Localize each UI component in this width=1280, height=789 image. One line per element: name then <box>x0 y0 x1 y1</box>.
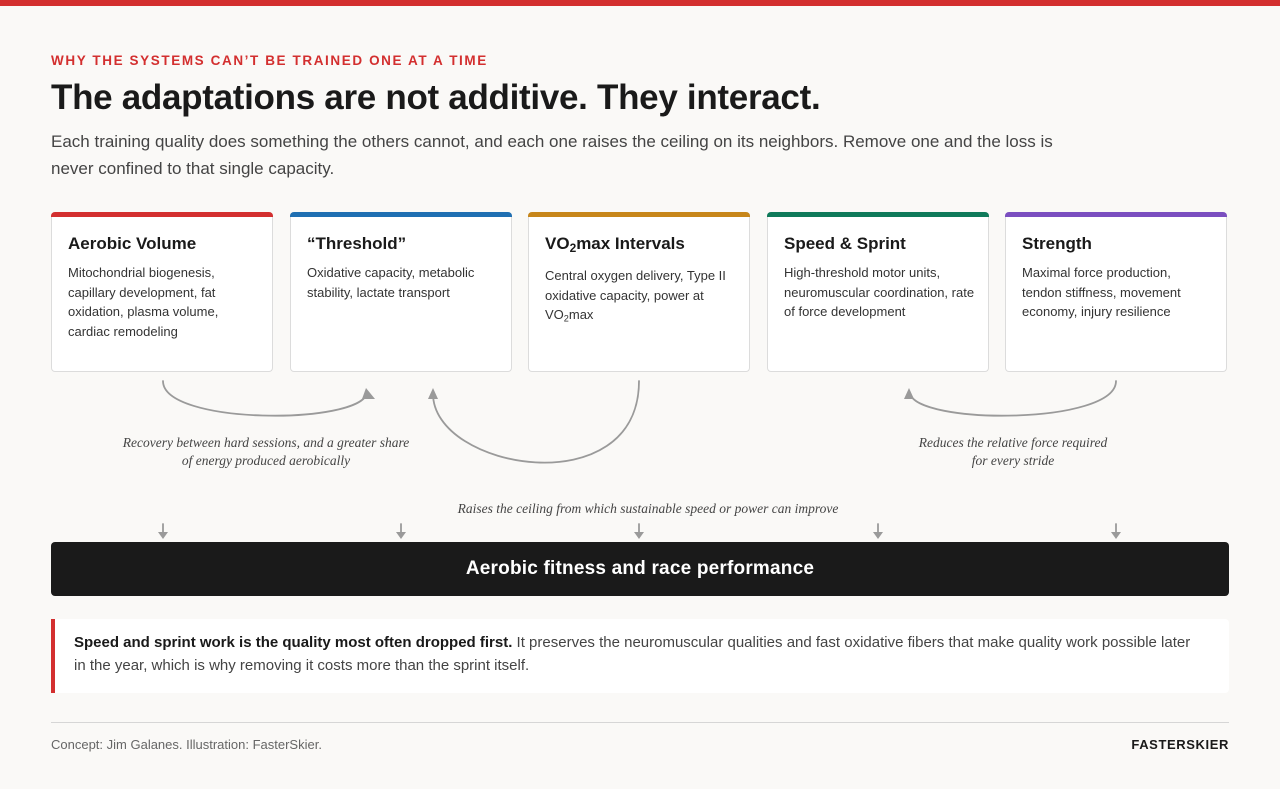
arrowhead-down-2 <box>396 532 406 539</box>
page-subtitle: Each training quality does something the others cannot, and each one raises the ceiling on its neighbors. Remove one and the loss is never confined to that single capacity. <box>51 132 1053 178</box>
card-description: Oxidative capacity, metabolic stability, lactate transport <box>307 265 475 300</box>
card-description: Central oxygen delivery, Type II oxidative capacity, power at $VO_2\max$ <box>545 268 726 324</box>
card-description: High-threshold motor units, neuromuscular coordination, rate of force development <box>784 265 975 319</box>
arrow-aerobic-to-threshold <box>163 381 367 416</box>
card-description: Mitochondrial biogenesis, capillary development, fat oxidation, plasma volume, cardiac remodeling <box>68 265 219 339</box>
card-title: Aerobic Volume <box>68 234 197 253</box>
arrowhead-down-1 <box>158 532 168 539</box>
card-title: Strength <box>1022 234 1092 253</box>
arrowhead-down-5 <box>1111 532 1121 539</box>
note-force: Reduces the relative force required for every stride <box>918 435 1108 468</box>
card-title: Speed & Sprint <box>784 234 906 253</box>
footer-credit: Concept: Jim Galanes. Illustration: FasterSkier. <box>51 737 322 752</box>
card-title: “Threshold” <box>307 234 407 253</box>
kicker: WHY THE SYSTEMS CAN’T BE TRAINED ONE AT A TIME <box>51 53 488 68</box>
note-recovery: Recovery between hard sessions, and a greater share of energy produced aerobically <box>122 435 410 468</box>
arrowhead-threshold-left <box>428 388 438 399</box>
callout-text <box>74 631 1204 677</box>
callout-body: It preserves the neuromuscular qualities and fast oxidative fibers that make quality work possible later in the year, which is why removing it costs more than the sprint itself. <box>74 634 1191 674</box>
note-ceiling: Raises the ceiling from which sustainable speed or power can improve <box>457 501 839 516</box>
footer-divider <box>51 722 1229 723</box>
page-title: The adaptations are not additive. They interact. <box>51 78 821 117</box>
arrowhead-down-3 <box>634 532 644 539</box>
arrowhead-sprint <box>904 388 914 399</box>
card-description: Maximal force production, tendon stiffness, movement economy, injury resilience <box>1022 265 1181 319</box>
arrow-vo2max-to-threshold <box>433 381 639 463</box>
arrowhead-down-4 <box>873 532 883 539</box>
performance-bar <box>51 542 1229 596</box>
callout-lead: Speed and sprint work is the quality most often dropped first. <box>74 634 513 651</box>
footer-brand: FASTERSKIER <box>1131 737 1229 752</box>
performance-label: Aerobic fitness and race performance <box>465 558 815 579</box>
arrowhead-threshold-right <box>362 388 375 399</box>
card-title: $VO_2\max$ Intervals <box>545 234 685 255</box>
callout-box <box>51 619 1229 693</box>
arrow-strength-to-sprint <box>910 381 1116 416</box>
